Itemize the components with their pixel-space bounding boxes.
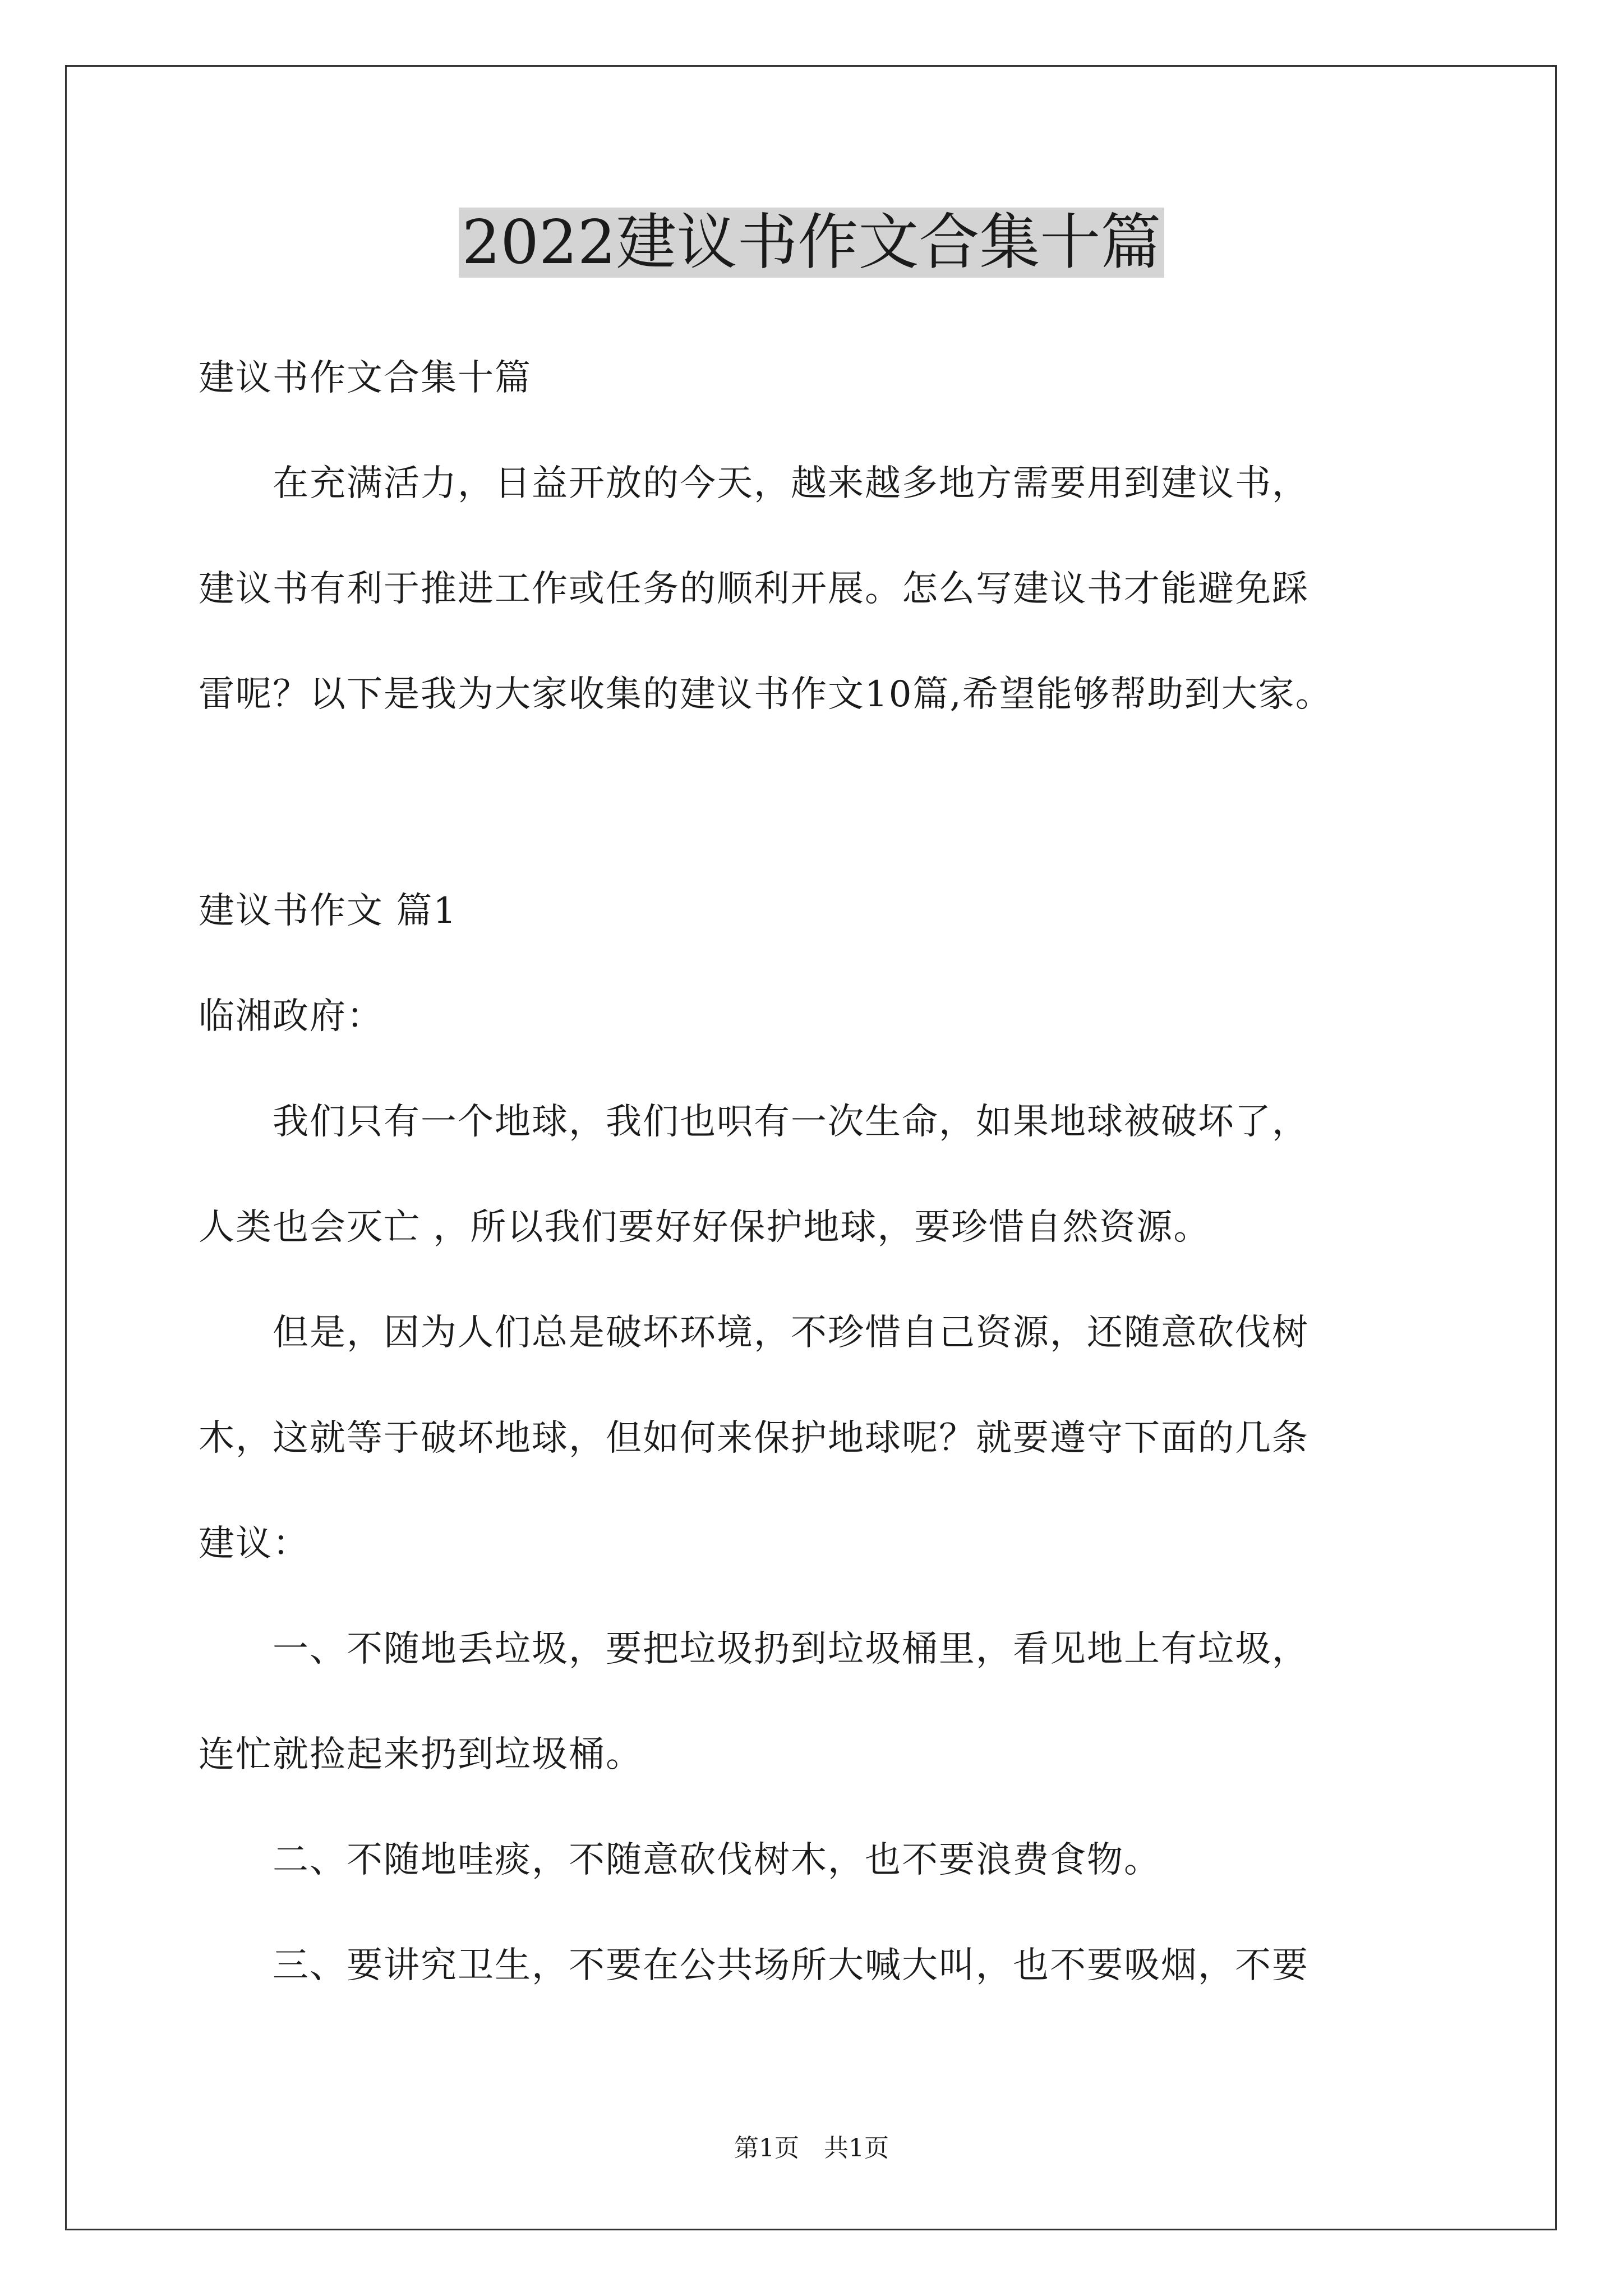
list-item-line: 三、要讲究卫生，不要在公共场所大喊大叫，也不要吸烟，不要: [199, 1945, 1309, 1986]
paragraph-line: 建议书有利于推进工作或任务的顺利开展。怎么写建议书才能避免踩: [199, 568, 1309, 610]
paragraph-line: 木，这就等于破坏地球，但如何来保护地球呢？就要遵守下面的几条: [199, 1418, 1309, 1459]
subtitle-line: 建议书作文合集十篇: [199, 357, 532, 399]
paragraph-line: 我们只有一个地球，我们也呮有一次生命，如果地球被破坏了，: [199, 1101, 1309, 1143]
document-title-text: 2022建议书作文合集十篇: [459, 208, 1165, 278]
section-heading: 建议书作文 篇1: [199, 890, 458, 932]
paragraph-line: 雷呢？以下是我为大家收集的建议书作文10篇,希望能够帮助到大家。: [199, 674, 1332, 715]
paragraph-line: 在充满活力，日益开放的今天，越来越多地方需要用到建议书，: [199, 463, 1309, 504]
paragraph-line: 但是，因为人们总是破坏环境，不珍惜自己资源，还随意砍伐树: [199, 1312, 1309, 1354]
paragraph-line: 人类也会灭亡 ，所以我们要好好保护地球，要珍惜自然资源。: [199, 1207, 1211, 1248]
list-item-line: 二、不随地哇痰，不随意砍伐树木，也不要浪费食物。: [199, 1839, 1161, 1881]
paragraph-line: 建议：: [199, 1523, 310, 1565]
list-item-line: 连忙就捡起来扔到垃圾桶。: [199, 1734, 643, 1775]
page-footer: 第1页 共1页: [734, 2134, 889, 2162]
list-item-line: 一、不随地丢垃圾，要把垃圾扔到垃圾桶里，看见地上有垃圾，: [199, 1628, 1309, 1670]
document-title: [0, 201, 1623, 285]
salutation: 临湘政府：: [199, 996, 384, 1037]
